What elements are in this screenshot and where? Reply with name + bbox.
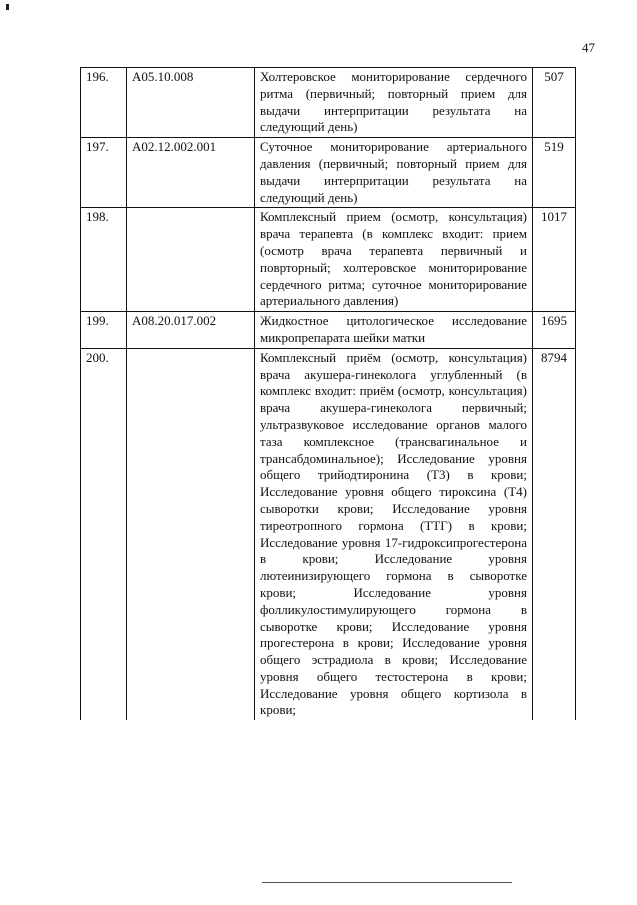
service-name: Комплексный прием (осмотр, консультация) врача терапевта (в комплекс входит: прием (осмотр врача терапевта первичный и поврторный; холтеровское мониторирование сердечного ритма; суточное мониторирование артериального давления) [255,208,533,312]
services-price-table [80,67,576,720]
scan-artifact [6,4,9,10]
service-name: Суточное мониторирование артериального давления (первичный; повторный прием для выдачи интерпритации результата на следующий день) [255,138,533,208]
table-row [81,68,576,138]
service-name: Комплексный приём (осмотр, консультация) врача акушера-гинеколога углубленный (в комплекс входит: приём (осмотр, консультация) врача акушера-гинеколога первичный; ультразвуковое исследование органов малого таза комплексное (трансвагинальное и трансабдоминальное); Исследование уровня общего трийодтиронина (Т3) в крови; Исследование уровня общего тироксина (Т4) сыворотки крови; Исследование уровня тиреотропного гормона (ТТГ) в крови; Исследование уровня 17-гидроксипрогестерона в крови; Исследование уровня лютеинизирующего гормона в сыворотке крови; Исследование уровня фолликулостимулирующего гормона в сыворотке крови; Исследование уровня прогестерона в крови; Исследование уровня общего эстрадиола в крови; Исследование уровня общего тестостерона в крови; Исследование уровня общего кортизола в крови; [255,348,533,720]
page-number: 47 [582,40,595,55]
service-price: 507 [533,68,576,138]
table-row [81,208,576,312]
service-code [127,348,255,720]
service-price: 1695 [533,312,576,349]
service-name: Холтеровское мониторирование сердечного ритма (первичный; повторный прием для выдачи интерпритации результата на следующий день) [255,68,533,138]
row-number: 200. [81,348,127,720]
service-code: A08.20.017.002 [127,312,255,349]
service-price: 8794 [533,348,576,720]
footer-rule [262,882,512,883]
service-name: Жидкостное цитологическое исследование микропрепарата шейки матки [255,312,533,349]
table-row [81,348,576,720]
service-price: 1017 [533,208,576,312]
table-row [81,312,576,349]
service-price: 519 [533,138,576,208]
service-code: A05.10.008 [127,68,255,138]
row-number: 198. [81,208,127,312]
row-number: 199. [81,312,127,349]
service-code: A02.12.002.001 [127,138,255,208]
table-row [81,138,576,208]
row-number: 196. [81,68,127,138]
row-number: 197. [81,138,127,208]
service-code [127,208,255,312]
